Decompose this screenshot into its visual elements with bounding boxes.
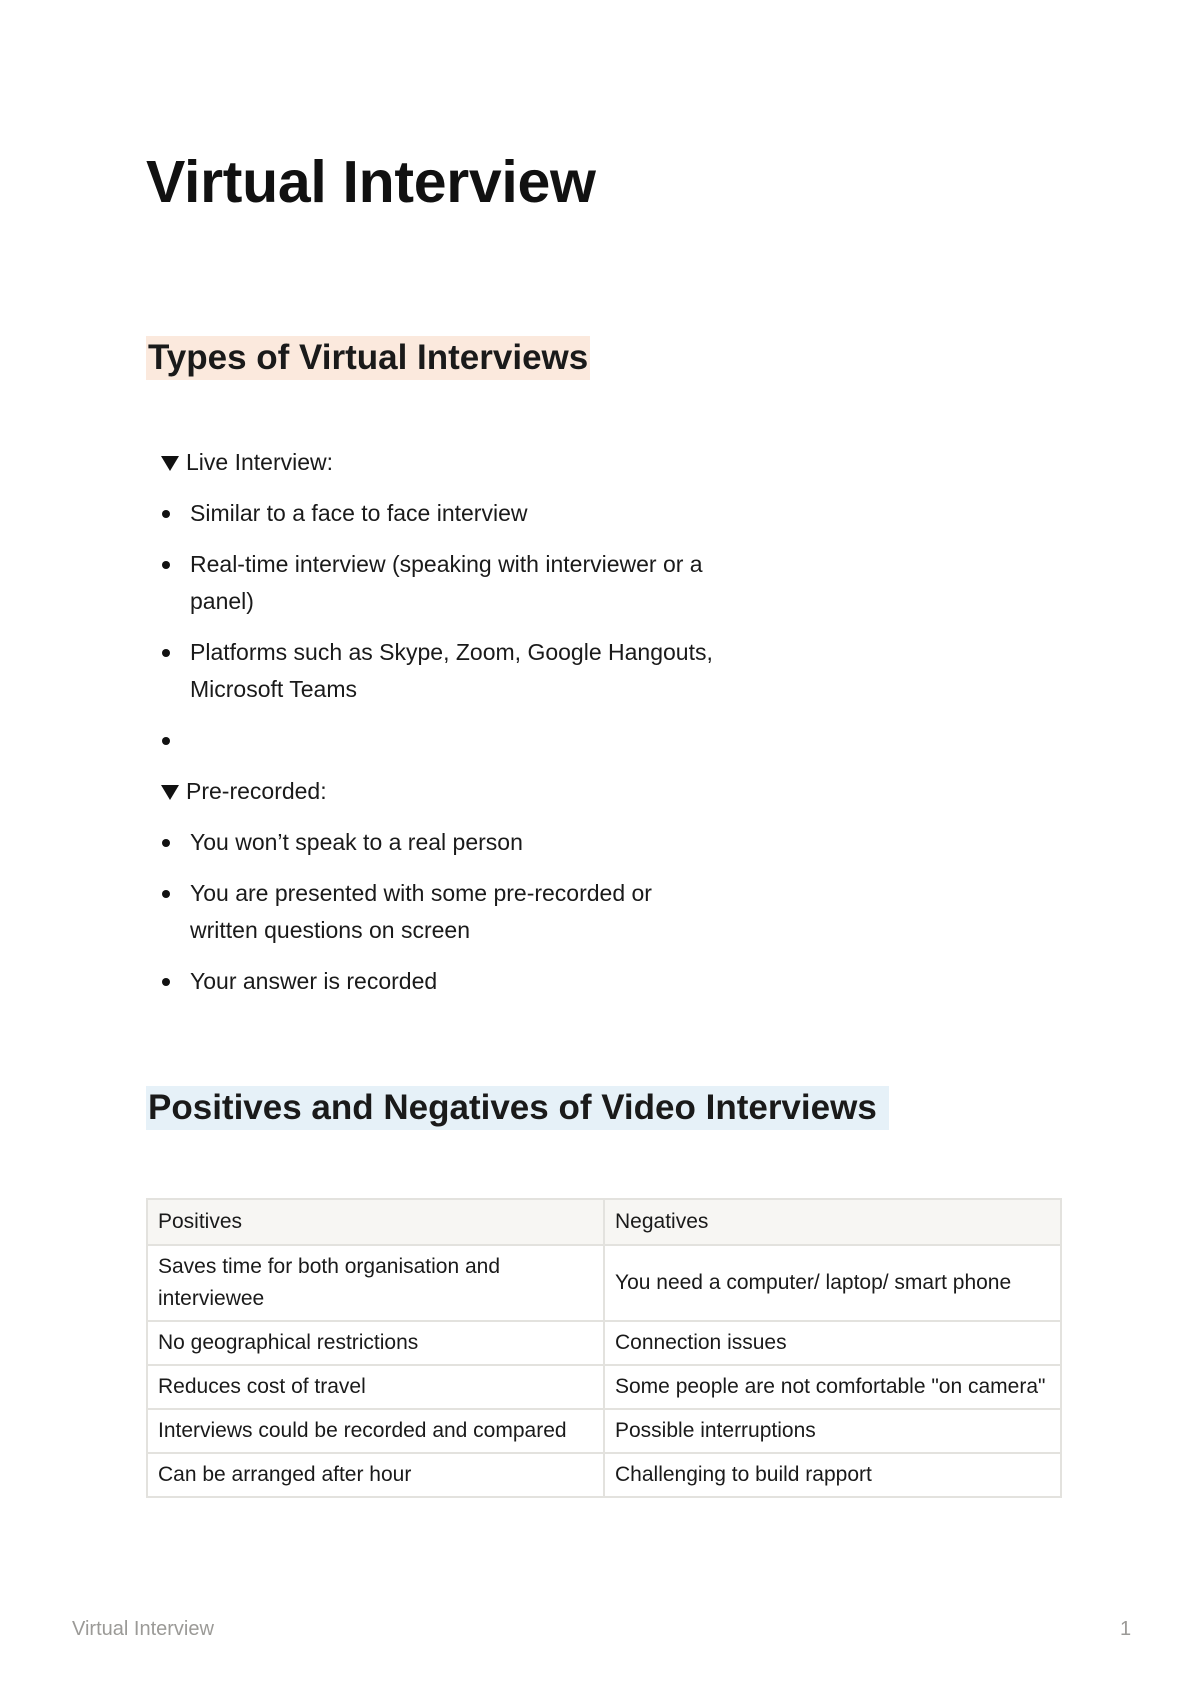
footer-document-title: Virtual Interview: [72, 1618, 214, 1640]
list-item-text: Similar to a face to face interview: [190, 500, 528, 526]
list-item: [161, 495, 761, 532]
list-item: [161, 824, 681, 861]
list-item-empty: [161, 722, 761, 759]
table-cell: Some people are not comfortable "on camera": [604, 1365, 1061, 1409]
list-item: [161, 875, 681, 949]
list-item-text: Platforms such as Skype, Zoom, Google Hangouts, Microsoft Teams: [190, 639, 713, 702]
bullet-icon: [162, 649, 170, 657]
list-item: [161, 634, 761, 708]
list-item-text: You won’t speak to a real person: [190, 829, 523, 855]
table-row: [147, 1321, 1061, 1365]
list-item-text: You are presented with some pre-recorded or written questions on screen: [190, 880, 652, 943]
bullet-icon: [162, 839, 170, 847]
table-cell: You need a computer/ laptop/ smart phone: [604, 1245, 1061, 1321]
live-interview-list: [161, 495, 761, 759]
table-cell: Can be arranged after hour: [147, 1453, 604, 1497]
table-header-negatives: Negatives: [604, 1199, 1061, 1245]
list-item: [161, 546, 761, 620]
table-header-positives: Positives: [147, 1199, 604, 1245]
triangle-down-icon[interactable]: [161, 456, 179, 471]
footer-page-number: 1: [1120, 1618, 1132, 1640]
table-cell: Connection issues: [604, 1321, 1061, 1365]
table-cell: No geographical restrictions: [147, 1321, 604, 1365]
table-cell: Possible interruptions: [604, 1409, 1061, 1453]
positives-negatives-table: [146, 1198, 1062, 1498]
triangle-down-icon[interactable]: [161, 785, 179, 800]
pre-recorded-list: [161, 824, 681, 1000]
list-item-text: Real-time interview (speaking with interviewer or a panel): [190, 551, 703, 614]
page-title: Virtual Interview: [146, 149, 596, 215]
toggle-live-interview[interactable]: [161, 447, 333, 477]
table-row: [147, 1453, 1061, 1497]
list-item: [161, 963, 681, 1000]
section-heading-types: Types of Virtual Interviews: [146, 336, 590, 380]
toggle-pre-recorded-label: Pre-recorded:: [186, 778, 327, 804]
table-row: [147, 1245, 1061, 1321]
table-row: [147, 1409, 1061, 1453]
toggle-pre-recorded[interactable]: [161, 776, 327, 806]
table-cell: Reduces cost of travel: [147, 1365, 604, 1409]
bullet-icon: [162, 890, 170, 898]
bullet-icon: [162, 737, 170, 745]
table-cell: Challenging to build rapport: [604, 1453, 1061, 1497]
table-row: [147, 1365, 1061, 1409]
list-item-text: Your answer is recorded: [190, 968, 438, 994]
bullet-icon: [162, 510, 170, 518]
bullet-icon: [162, 561, 170, 569]
table-header-row: [147, 1199, 1061, 1245]
bullet-icon: [162, 978, 170, 986]
toggle-live-interview-label: Live Interview:: [186, 449, 334, 475]
table-cell: Interviews could be recorded and compared: [147, 1409, 604, 1453]
table-cell: Saves time for both organisation and interviewee: [147, 1245, 604, 1321]
section-heading-positives-negatives: Positives and Negatives of Video Interviews: [146, 1086, 889, 1130]
